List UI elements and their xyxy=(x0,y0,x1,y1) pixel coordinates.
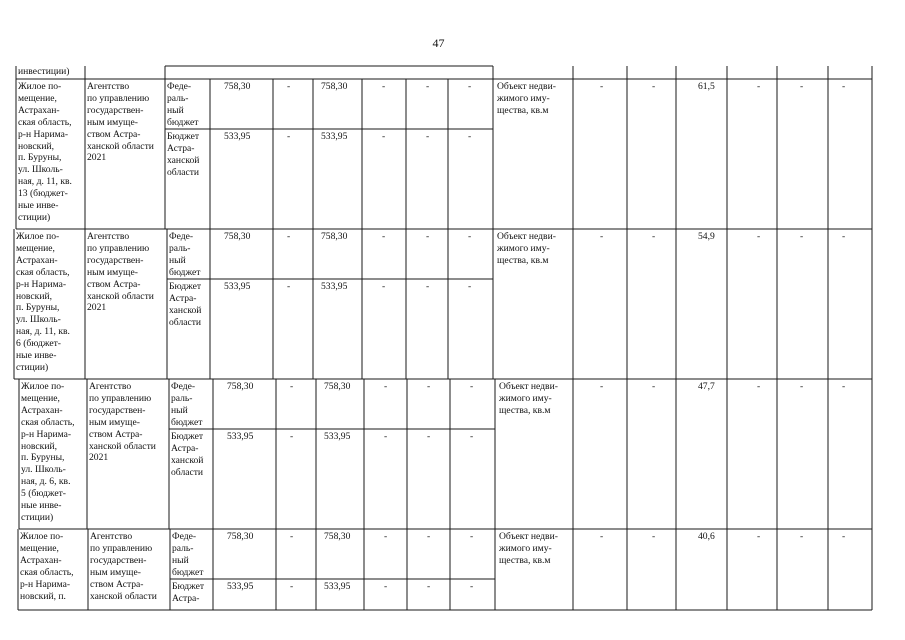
dash-cell: - xyxy=(290,581,294,592)
object-description-line: ная, д. 11, кв. xyxy=(16,326,70,338)
indicator-line: щества, кв.м xyxy=(497,254,549,266)
object-description-line: стиции) xyxy=(18,211,51,223)
dash-cell: - xyxy=(290,381,294,392)
dash-cell: - xyxy=(470,431,474,442)
object-description-line: 13 (бюджет- xyxy=(18,188,68,200)
dash-cell: - xyxy=(652,531,656,542)
dash-cell: - xyxy=(600,231,604,242)
object-description-line: мещение, xyxy=(16,242,55,254)
agency-line: государствен- xyxy=(87,104,144,116)
funding-source-line: бюджет xyxy=(169,266,201,278)
dash-cell: - xyxy=(427,531,431,542)
dash-cell: - xyxy=(290,431,294,442)
dash-cell: - xyxy=(384,581,388,592)
object-description-line: Жилое по- xyxy=(16,231,60,242)
page-number: 47 xyxy=(432,36,445,50)
funding-source-line: раль- xyxy=(172,542,194,554)
object-description-line: новский, xyxy=(18,140,54,152)
indicator-line: щества, кв.м xyxy=(499,404,551,416)
total-value: 533,95 xyxy=(324,581,351,592)
agency-line: государствен- xyxy=(87,254,144,266)
agency-line: 2021 xyxy=(89,452,109,464)
funding-source-line: Феде- xyxy=(169,231,194,242)
object-description-line: ская область, xyxy=(16,266,70,278)
indicator-line: жимого иму- xyxy=(497,242,550,254)
dash-cell: - xyxy=(470,381,474,392)
dash-cell: - xyxy=(800,81,804,92)
continued-label: инвестиции) xyxy=(18,66,70,77)
agency-line: ным имуще- xyxy=(89,416,140,428)
funding-source-line: Феде- xyxy=(167,81,192,92)
object-description-line: ная, д. 6, кв. xyxy=(21,476,71,488)
dash-cell: - xyxy=(757,81,761,92)
funding-source-line: бюджет xyxy=(172,566,204,578)
dash-cell: - xyxy=(470,581,474,592)
funding-source-line: ный xyxy=(172,554,189,566)
dash-cell: - xyxy=(757,531,761,542)
funding-source-line: области xyxy=(171,466,204,478)
total-value: 533,95 xyxy=(321,281,348,292)
funding-source-line: ный xyxy=(167,104,184,116)
dash-cell: - xyxy=(287,131,291,142)
agency-line: по управлению xyxy=(89,392,152,404)
object-description-line: Астрахан- xyxy=(21,404,63,416)
object-description-line: Астрахан- xyxy=(16,254,58,266)
funding-source-line: области xyxy=(169,316,202,328)
dash-cell: - xyxy=(652,231,656,242)
object-description-line: Астрахан- xyxy=(18,104,60,116)
dash-cell: - xyxy=(426,231,430,242)
funding-source-line: ханской xyxy=(171,454,204,466)
object-description-line: ская область, xyxy=(21,416,75,428)
agency-line: 2021 xyxy=(87,152,107,164)
funding-source-line: Астра- xyxy=(172,592,200,604)
dash-cell: - xyxy=(468,231,472,242)
agency-line: Агентство xyxy=(87,81,130,92)
dash-cell: - xyxy=(287,81,291,92)
indicator-value: 54,9 xyxy=(698,231,715,242)
total-value: 533,95 xyxy=(324,431,351,442)
object-description-line: 5 (бюджет- xyxy=(21,488,66,500)
dash-cell: - xyxy=(842,231,846,242)
dash-cell: - xyxy=(757,231,761,242)
dash-cell: - xyxy=(652,381,656,392)
amount-value: 758,30 xyxy=(224,81,251,92)
agency-line: ным имуще- xyxy=(87,116,138,128)
object-description-line: р-н Нарима- xyxy=(21,428,72,440)
amount-value: 533,95 xyxy=(224,131,251,142)
dash-cell: - xyxy=(287,281,291,292)
agency-line: по управлению xyxy=(87,92,150,104)
dash-cell: - xyxy=(382,81,386,92)
object-description-line: р-н Нарима- xyxy=(20,578,71,590)
object-description-line: Жилое по- xyxy=(18,81,62,92)
dash-cell: - xyxy=(426,81,430,92)
dash-cell: - xyxy=(290,531,294,542)
dash-cell: - xyxy=(600,81,604,92)
dash-cell: - xyxy=(468,281,472,292)
amount-value: 533,95 xyxy=(227,431,254,442)
agency-line: ством Астра- xyxy=(87,128,141,140)
amount-value: 758,30 xyxy=(227,531,254,542)
object-description-line: ул. Школь- xyxy=(21,464,66,476)
funding-source-line: Бюджет xyxy=(171,431,204,442)
funding-source-line: Астра- xyxy=(167,142,195,154)
agency-line: по управлению xyxy=(87,242,150,254)
amount-value: 533,95 xyxy=(227,581,254,592)
agency-line: ством Астра- xyxy=(87,278,141,290)
object-description-line: п. Буруны, xyxy=(18,152,62,164)
agency-line: 2021 xyxy=(87,302,107,314)
agency-line: ханской области xyxy=(89,440,156,452)
funding-source-line: бюджет xyxy=(167,116,199,128)
indicator-value: 61,5 xyxy=(698,81,715,92)
dash-cell: - xyxy=(384,531,388,542)
funding-source-line: области xyxy=(167,166,200,178)
funding-source-line: Бюджет xyxy=(167,131,200,142)
agency-line: Агентство xyxy=(90,531,133,542)
funding-source-line: бюджет xyxy=(171,416,203,428)
agency-line: ханской области xyxy=(87,140,154,152)
object-description-line: мещение, xyxy=(21,392,60,404)
object-description-line: ные инве- xyxy=(21,500,62,511)
indicator-line: щества, кв.м xyxy=(497,104,549,116)
object-description-line: новский, п. xyxy=(20,590,66,602)
object-description-line: мещение, xyxy=(20,542,59,554)
total-value: 758,30 xyxy=(324,531,351,542)
dash-cell: - xyxy=(382,231,386,242)
amount-value: 758,30 xyxy=(224,231,251,242)
object-description-line: новский, xyxy=(16,290,52,302)
indicator-line: жимого иму- xyxy=(499,392,552,404)
object-description-line: стиции) xyxy=(16,361,49,373)
funding-source-line: Астра- xyxy=(171,442,199,454)
object-description-line: р-н Нарима- xyxy=(16,278,67,290)
funding-source-line: Бюджет xyxy=(169,281,202,292)
total-value: 533,95 xyxy=(321,131,348,142)
dash-cell: - xyxy=(384,431,388,442)
object-description-line: новский, xyxy=(21,440,57,452)
agency-line: ным имуще- xyxy=(90,566,141,578)
dash-cell: - xyxy=(382,131,386,142)
object-description-line: ская область, xyxy=(18,116,72,128)
dash-cell: - xyxy=(382,281,386,292)
dash-cell: - xyxy=(600,381,604,392)
dash-cell: - xyxy=(800,231,804,242)
dash-cell: - xyxy=(757,381,761,392)
total-value: 758,30 xyxy=(324,381,351,392)
object-description-line: ные инве- xyxy=(16,350,57,361)
object-description-line: ная, д. 11, кв. xyxy=(18,176,72,188)
object-description-line: п. Буруны, xyxy=(21,452,65,464)
indicator-line: жимого иму- xyxy=(497,92,550,104)
object-description-line: 6 (бюджет- xyxy=(16,338,61,350)
agency-line: Агентство xyxy=(89,381,132,392)
object-description-line: ул. Школь- xyxy=(18,164,63,176)
funding-source-line: раль- xyxy=(169,242,191,254)
agency-line: ханской области xyxy=(90,590,157,602)
object-description-line: Жилое по- xyxy=(20,531,64,542)
agency-line: ным имуще- xyxy=(87,266,138,278)
funding-source-line: раль- xyxy=(167,92,189,104)
dash-cell: - xyxy=(427,381,431,392)
funding-source-line: Феде- xyxy=(171,381,196,392)
dash-cell: - xyxy=(468,131,472,142)
object-description-line: мещение, xyxy=(18,92,57,104)
amount-value: 758,30 xyxy=(227,381,254,392)
funding-source-line: ный xyxy=(169,254,186,266)
dash-cell: - xyxy=(426,281,430,292)
agency-line: по управлению xyxy=(90,542,153,554)
funding-source-line: ный xyxy=(171,404,188,416)
object-description-line: ская область, xyxy=(20,566,74,578)
object-description-line: ул. Школь- xyxy=(16,314,61,326)
indicator-value: 47,7 xyxy=(698,381,715,392)
object-description-line: п. Буруны, xyxy=(16,302,60,314)
dash-cell: - xyxy=(600,531,604,542)
indicator-line: Объект недви- xyxy=(497,81,556,92)
dash-cell: - xyxy=(800,531,804,542)
dash-cell: - xyxy=(384,381,388,392)
object-description-line: р-н Нарима- xyxy=(18,128,69,140)
indicator-line: Объект недви- xyxy=(497,231,556,242)
object-description-line: стиции) xyxy=(21,511,54,523)
dash-cell: - xyxy=(800,381,804,392)
funding-source-line: ханской xyxy=(169,304,202,316)
total-value: 758,30 xyxy=(321,231,348,242)
dash-cell: - xyxy=(426,131,430,142)
funding-source-line: Феде- xyxy=(172,531,197,542)
indicator-line: Объект недви- xyxy=(499,531,558,542)
indicator-line: Объект недви- xyxy=(499,381,558,392)
dash-cell: - xyxy=(427,431,431,442)
dash-cell: - xyxy=(842,531,846,542)
indicator-line: щества, кв.м xyxy=(499,554,551,566)
agency-line: ханской области xyxy=(87,290,154,302)
agency-line: ством Астра- xyxy=(89,428,143,440)
dash-cell: - xyxy=(427,581,431,592)
object-description-line: Жилое по- xyxy=(21,381,65,392)
dash-cell: - xyxy=(468,81,472,92)
dash-cell: - xyxy=(842,381,846,392)
dash-cell: - xyxy=(287,231,291,242)
dash-cell: - xyxy=(470,531,474,542)
funding-source-line: раль- xyxy=(171,392,193,404)
agency-line: ством Астра- xyxy=(90,578,144,590)
object-description-line: ные инве- xyxy=(18,200,59,211)
indicator-value: 40,6 xyxy=(698,531,715,542)
funding-source-line: Астра- xyxy=(169,292,197,304)
funding-source-line: Бюджет xyxy=(172,581,205,592)
dash-cell: - xyxy=(842,81,846,92)
agency-line: Агентство xyxy=(87,231,130,242)
indicator-line: жимого иму- xyxy=(499,542,552,554)
dash-cell: - xyxy=(652,81,656,92)
funding-source-line: ханской xyxy=(167,154,200,166)
agency-line: государствен- xyxy=(90,554,147,566)
agency-line: государствен- xyxy=(89,404,146,416)
total-value: 758,30 xyxy=(321,81,348,92)
object-description-line: Астрахан- xyxy=(20,554,62,566)
amount-value: 533,95 xyxy=(224,281,251,292)
